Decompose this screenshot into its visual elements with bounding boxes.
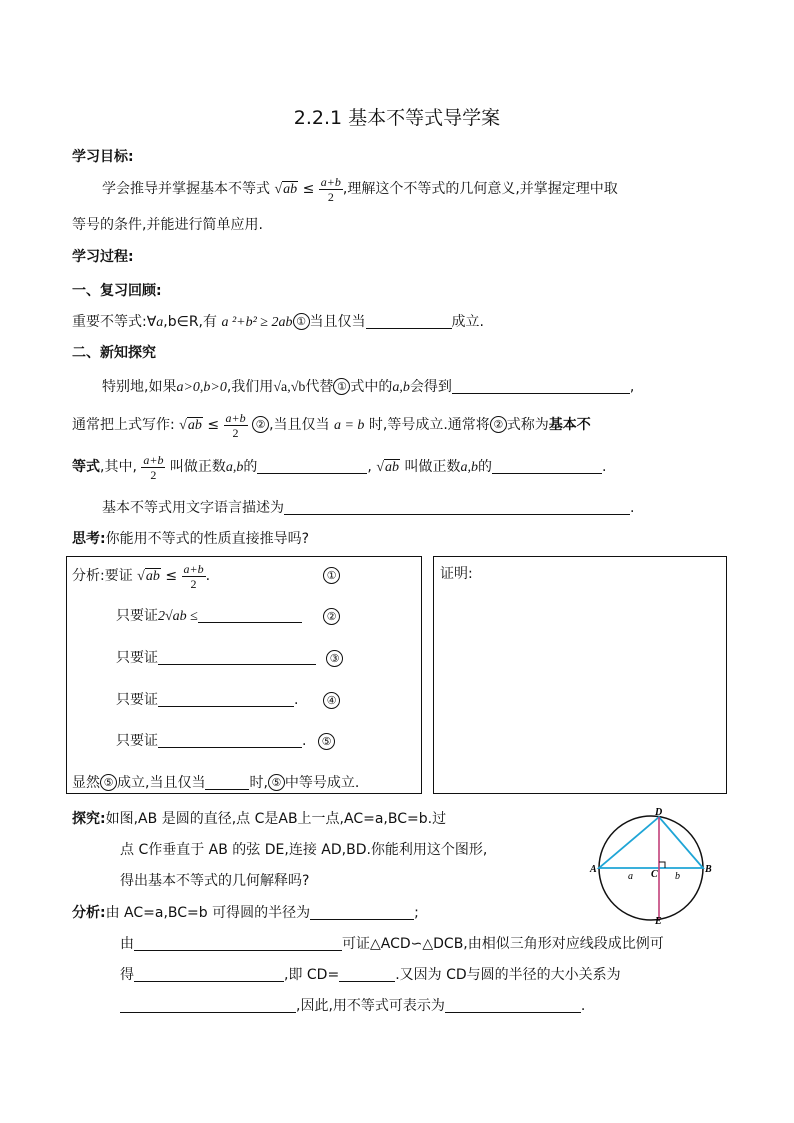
- analysis-line2: 只要证2√ab ≤: [116, 608, 302, 626]
- goals-heading: 学习目标:: [72, 149, 134, 165]
- inquiry-line3: 得出基本不等式的几何解释吗?: [120, 873, 310, 889]
- review-line: 重要不等式:∀a,b∈R,有 a ²+b² ≥ 2ab ① 当且仅当 成立.: [72, 314, 484, 330]
- analysis-line3: 只要证: [116, 650, 316, 667]
- right-angle-mark: [659, 862, 665, 868]
- step-circled-4: ④: [323, 692, 340, 709]
- step-circled-1: ①: [323, 567, 340, 584]
- analysis2-line4: ,因此,用不等式可表示为 .: [120, 998, 585, 1015]
- review-blank[interactable]: [366, 314, 452, 329]
- think-line: 思考:你能用不等式的性质直接推导吗?: [72, 531, 310, 547]
- step3-blank[interactable]: [158, 650, 316, 665]
- analysis-line6: 显然 ⑤ 成立,当且仅当 时, ⑤ 中等号成立.: [72, 775, 360, 791]
- analysis2-line2: 由 可证△ACD∽△DCB,由相似三角形对应线段成比例可: [120, 936, 664, 952]
- similarity-reason-blank[interactable]: [134, 936, 342, 951]
- inquiry-line2: 点 C作垂直于 AB 的弦 DE,连接 AD,BD.你能利用这个图形,: [120, 842, 488, 858]
- analysis2-line3: 得 ,即 CD= .又因为 CD与圆的半径的大小关系为: [120, 967, 621, 983]
- process-heading: 学习过程:: [72, 249, 134, 265]
- label-C: C: [651, 869, 658, 880]
- analysis2-line1: 分析:由 AC=a,BC=b 可得圆的半径为 ;: [72, 905, 419, 921]
- arithmetic-mean-blank[interactable]: [257, 459, 367, 474]
- analysis-line4: 只要证 .: [116, 692, 299, 708]
- goals-line1-after: ,理解这个不等式的几何意义,并掌握定理中取: [342, 181, 618, 197]
- explore-line1: 特别地,如果a>0,b>0,我们用√a,√b代替 ① 式中的a,b会得到 ,: [102, 379, 635, 395]
- le-sign: ≤: [302, 181, 315, 197]
- step5-blank[interactable]: [158, 733, 302, 748]
- equality-condition-blank[interactable]: [205, 775, 249, 790]
- circle-figure: [585, 805, 715, 925]
- review-heading: 一、复习回顾:: [72, 283, 162, 299]
- proof-label: 证明:: [440, 566, 473, 582]
- analysis-line1: 分析:要证 √ab ≤ $\frac{a+b}{2}$ .: [72, 561, 211, 591]
- verbal-description-blank[interactable]: [284, 500, 630, 515]
- goals-line1-before: 学会推导并掌握基本不等式: [102, 181, 270, 197]
- analysis-line5: 只要证 .: [116, 733, 307, 749]
- step2-blank[interactable]: [198, 608, 302, 623]
- explore-line3: 等式,其中, $\frac{a+b}{2}$ 叫做正数a,b的 , √ab 叫做正数a,b的 .: [72, 452, 607, 482]
- step4-blank[interactable]: [158, 692, 294, 707]
- explore-line4: 基本不等式用文字语言描述为 .: [102, 500, 635, 516]
- radius-blank[interactable]: [310, 905, 414, 920]
- fraction-a-plus-b-over-2: $\frac{a+b}{2}$: [320, 174, 341, 204]
- triangle-ADB: [599, 817, 703, 868]
- size-relation-blank[interactable]: [120, 998, 296, 1013]
- circled-2: ②: [252, 416, 269, 433]
- inequality-blank[interactable]: [445, 998, 581, 1013]
- explore-blank-1[interactable]: [452, 379, 630, 394]
- inquiry-line1: 探究:如图,AB 是圆的直径,点 C是AB上一点,AC=a,BC=b.过: [72, 811, 447, 827]
- step-circled-3: ③: [326, 650, 343, 667]
- label-B: B: [705, 864, 712, 875]
- step-circled-2: ②: [323, 608, 340, 625]
- proof-box[interactable]: [433, 556, 727, 794]
- step-circled-5: ⑤: [318, 733, 335, 750]
- page-title: 2.2.1 基本不等式导学案: [293, 107, 501, 129]
- label-b: b: [675, 871, 680, 882]
- label-a: a: [628, 871, 633, 882]
- circled-1: ①: [293, 313, 310, 330]
- goals-line2: 等号的条件,并能进行简单应用.: [72, 217, 263, 233]
- geometric-mean-blank[interactable]: [492, 459, 602, 474]
- important-inequality: a ²+b² ≥ 2ab: [221, 315, 293, 330]
- proportion-blank[interactable]: [134, 967, 284, 982]
- cd-value-blank[interactable]: [339, 967, 395, 982]
- label-D: D: [655, 807, 663, 818]
- label-A: A: [590, 864, 597, 875]
- goals-line1: [102, 172, 618, 207]
- explore-line2: 通常把上式写作: √ab ≤ $\frac{a+b}{2}$ ② ,当且仅当 a = b 时,等号成立.通常将 ② 式称为基本不: [72, 410, 591, 440]
- label-E: E: [655, 916, 662, 925]
- sqrt-ab: √ab: [274, 182, 298, 197]
- explore-heading: 二、新知探究: [72, 345, 156, 361]
